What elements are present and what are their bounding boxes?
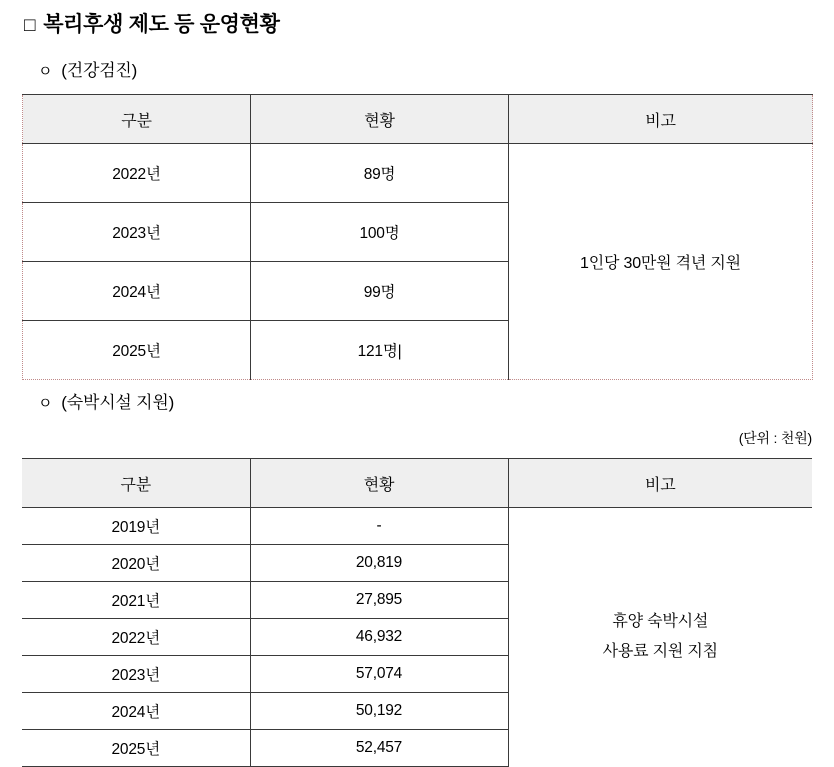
cell-remarks <box>508 508 812 767</box>
health-checkup-table <box>22 94 813 380</box>
cell-category: 2025년 <box>22 730 250 767</box>
cell-category: 2024년 <box>22 693 250 730</box>
circle-bullet-icon: ㅇ <box>38 63 53 80</box>
square-marker-icon: □ <box>24 15 36 36</box>
page-title-text: 복리후생 제도 등 운영현황 <box>43 13 280 36</box>
cell-category: 2022년 <box>22 619 250 656</box>
cell-category: 2025년 <box>23 321 251 380</box>
cell-category: 2019년 <box>22 508 250 545</box>
table-row <box>23 144 813 203</box>
cell-remarks-line1: 휴양 숙박시설 <box>612 613 709 631</box>
cell-category: 2021년 <box>22 582 250 619</box>
cell-status: 99명 <box>251 262 509 321</box>
column-header-status: 현황 <box>250 459 508 508</box>
unit-note: (단위 : 천원) <box>738 430 812 446</box>
cell-category: 2023년 <box>22 656 250 693</box>
cell-category: 2023년 <box>23 203 251 262</box>
cell-status: 89명 <box>251 144 509 203</box>
cell-remarks: 1인당 30만원 격년 지원 <box>580 255 741 272</box>
column-header-remarks: 비고 <box>509 95 813 144</box>
cell-status: 50,192 <box>250 693 508 730</box>
lodging-support-table-wrapper <box>22 458 812 767</box>
cell-status: 121명| <box>251 321 509 380</box>
column-header-status: 현황 <box>251 95 509 144</box>
lodging-support-table <box>22 458 812 767</box>
page-title <box>24 8 280 38</box>
section-label-lodging-support <box>38 388 174 413</box>
cell-status: 52,457 <box>250 730 508 767</box>
section-label-lodging-support-text: (숙박시설 지원) <box>61 393 175 412</box>
cell-status: 20,819 <box>250 545 508 582</box>
table-header-row <box>23 95 813 144</box>
cell-category: 2022년 <box>23 144 251 203</box>
circle-bullet-icon: ㅇ <box>38 395 53 412</box>
cell-remarks-line2: 사용료 지원 지침 <box>602 643 718 661</box>
cell-category: 2024년 <box>23 262 251 321</box>
table-row <box>22 508 812 545</box>
column-header-remarks: 비고 <box>508 459 812 508</box>
table-header-row <box>22 459 812 508</box>
health-checkup-table-wrapper <box>22 94 812 380</box>
section-label-health-checkup <box>38 56 137 81</box>
column-header-category: 구분 <box>23 95 251 144</box>
cell-category: 2020년 <box>22 545 250 582</box>
cell-status: 100명 <box>251 203 509 262</box>
cell-status: 57,074 <box>250 656 508 693</box>
cell-status: 27,895 <box>250 582 508 619</box>
cell-status: 46,932 <box>250 619 508 656</box>
cell-status: - <box>250 508 508 545</box>
column-header-category: 구분 <box>22 459 250 508</box>
section-label-health-checkup-text: (건강검진) <box>61 61 138 80</box>
